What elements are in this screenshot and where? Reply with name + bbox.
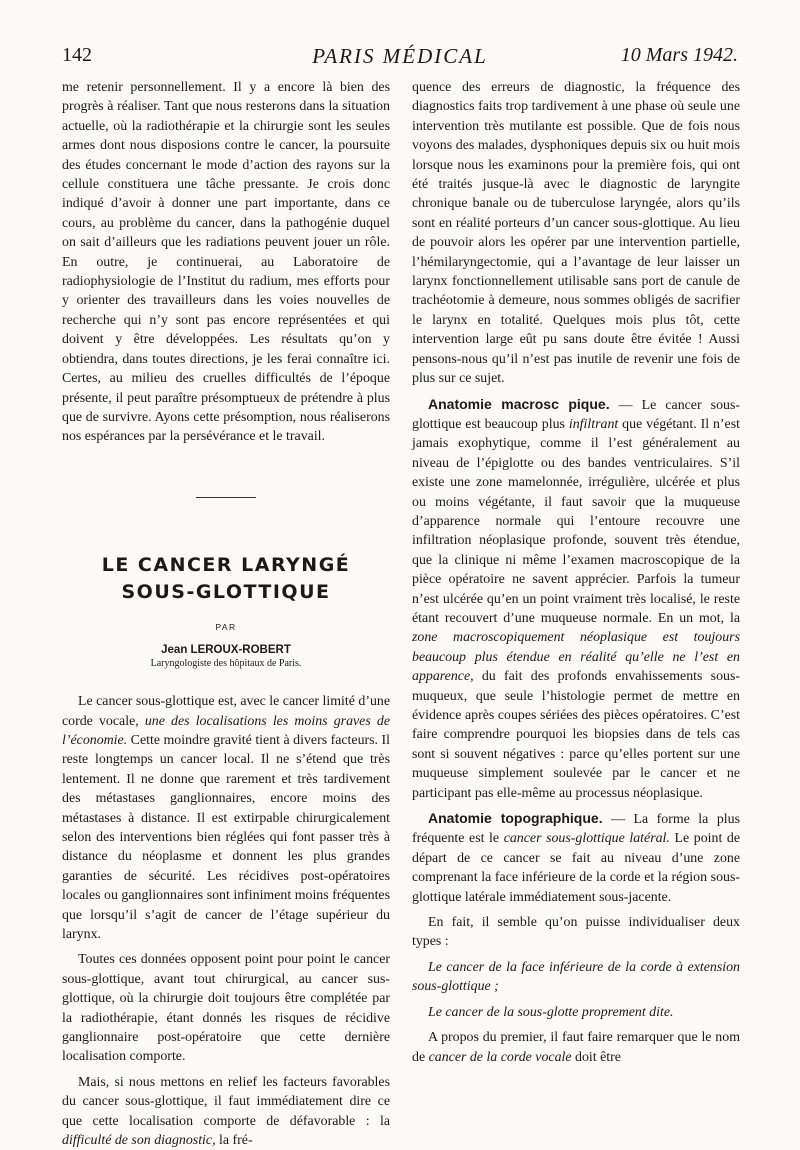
paragraph-intro: Le cancer sous-glottique est, avec le cancer limité d’une corde vocale, une des localisations les moins graves de l’économie. Cette moindre gravité tient à divers facteurs. Il reste longtemps un cancer local. Il ne s’étend que très lentement. Il ne donne que rarement et très tardivement des métastases ganglionnaires, encore moins des métastases à distance. Il est extirpable chirurgicalement selon des interventions bien réglées qui font passer très à distance du néoplasme et donnent les plus grandes garanties de sécurité. Les récidives post-opératoires locales ou ganglionnaires sont infiniment moins fréquentes que lorsqu’il s’agit de cancer de l’étage supérieur du larynx. [62, 694, 391, 942]
left-column [62, 78, 390, 1150]
paragraph-comparison: Toutes ces données opposent point pour point le cancer sous-glottique, avant tout chirurgical, au cancer sus-glottique, où la chirurgie doit toujours être complétée par la radiothérapie, étant donnés les risques de récidive ganglionnaire post-opératoire que cette dernière localisation comporte. [62, 952, 390, 1065]
author-affiliation: Laryngologiste des hôpitaux de Paris. [150, 658, 302, 670]
paragraph-two-types: En fait, il semble qu’on puisse individualiser deux types : [412, 915, 740, 950]
continued-paragraph: me retenir personnellement. Il y a encore là bien des progrès à réaliser. Tant que nous resterons dans la situation actuelle, où la radiothérapie et la chirurgie sont les seules armes dont nous disposions contre le cancer, la poursuite des études concernant le mode d’action des rayons sur la cellule constituera une tâche pressante. Je crois donc indiqué d’avoir à donner une part importante, dans ce cours, au problème du cancer, dans la pathogénie duquel on sait d’ailleurs que les radiations peuvent jouer un rôle. En outre, je continuerai, au Laboratoire de radiophysiologie de l’Institut du radium, mes efforts pour y orienter des travailleurs dans les voies nouvelles de recherche qui n’y sont pas encore représentées et qui doivent y être développées. Les résultats qu’on y obtiendra, dans toutes directions, je les ferai connaître ici. Certes, au milieu des cruelles difficultés de l’époque présente, il peut paraître présomptueux de prétendre à plus que de survivre. Ayons cette présomption, nous réaliserons nos espérances par la persévérance et le travail. [62, 80, 390, 445]
page-header [62, 44, 738, 72]
section-heading-macroscopic: Anatomie macrosc pique. [428, 395, 610, 412]
paragraph-unfavorable: Mais, si nous mettons en relief les facteurs favorables du cancer sous-glottique, il faut immédiatement dire ce que cette localisation comporte de défavorable : la difficulté de son diagnostic, la fré- [62, 1074, 390, 1149]
right-column [412, 78, 740, 1067]
paragraph-macroscopic-anatomy: Anatomie macrosc pique. — Le cancer sous-glottique est beaucoup plus infiltrant que végétant. Il n’est jamais exophytique, comme il l’est généralement au niveau de l’épiglotte ou des bandes ventriculaires. S’il existe une zone mamelonnée, irrégulière, ulcérée et plus ou moins végétante, il faut savoir que la muqueuse d’apparence normale qui l’entoure recouvre une infiltration néoplasique profonde, souvent très étendue, que la clinique ni même l’examen macroscopique de la pièce opératoire ne savent apprécier. Parfois la tumeur n’est ulcérée qu’en un point vraiment très localisé, le reste étant recouvert d’une muqueuse normale. En un mot, la zone macroscopiquement néoplasique est toujours beaucoup plus étendue en réalité qu’elle ne l’est en apparence, du fait des profonds envahissements sous-muqueux, que seule l’histologie permet de mettre en évidence après coupes sériées des pièces opératoires. C’est faire comprendre pourquoi les biopsies dans de tels cas sont si souvent négatives : parce qu’elles portent sur une muqueuse simplement soulevée par le cancer et ne participant pas elle-même au processus néoplasique. [412, 395, 740, 801]
journal-title: PARIS MÉDICAL [312, 44, 488, 68]
type-item-1: Le cancer de la face inférieure de la corde à extension sous-glottique ; [412, 959, 740, 995]
issue-date: 10 Mars 1942. [620, 44, 738, 66]
type-item-2: Le cancer de la sous-glotte proprement dite. [428, 1004, 674, 1020]
article-title-line-1: LE CANCER LARYNGÉ [101, 553, 351, 576]
section-heading-topographic: Anatomie topographique. [428, 810, 603, 827]
paragraph-topographic-anatomy: Anatomie topographique. — La forme la plus fréquente est le cancer sous-glottique latéral. Le point de départ de ce cancer se fait au niveau d’une zone comprenant la face inférieure de la corde et la région sous-glottique latérale immédiatement sous-jacente. [412, 810, 741, 905]
article-title-line-2: SOUS-GLOTTIQUE [121, 580, 331, 603]
paragraph-first-type: A propos du premier, il faut faire remarquer que le nom de cancer de la corde vocale doit être [412, 1030, 740, 1065]
page-number: 142 [62, 44, 92, 66]
author-name: Jean LEROUX-ROBERT [161, 644, 291, 657]
section-divider [196, 497, 256, 498]
paragraph-diagnosis-errors: quence des erreurs de diagnostic, la fréquence des diagnostics faits trop tardivement à une phase où seule une intervention très mutilante est possible. Que de fois nous voyons des malades, dysphoniques depuis six ou huit mois lorsque nous les examinons pour la première fois, qui ont été traités jusque-là avec le diagnostic de laryngite chronique banale ou de tuberculose laryngée, alors qu’ils sont en réalité porteurs d’un cancer sous-glottique. Au lieu de pouvoir alors les opérer par une intervention partielle, l’hémilaryngectomie, qui a l’avantage de leur laisser un larynx fonctionnellement utilisable sans port de canule de trachéotomie à demeure, nous sommes obligés de sacrifier le larynx en totalité. Quelques mois plus tôt, cette intervention large eût pu sans doute être évitée ! Aussi pensons-nous qu’il n’est pas inutile de revenir une fois de plus sur ce sujet. [412, 80, 740, 387]
byline-par: PAR [215, 621, 237, 632]
article-title [62, 552, 390, 606]
